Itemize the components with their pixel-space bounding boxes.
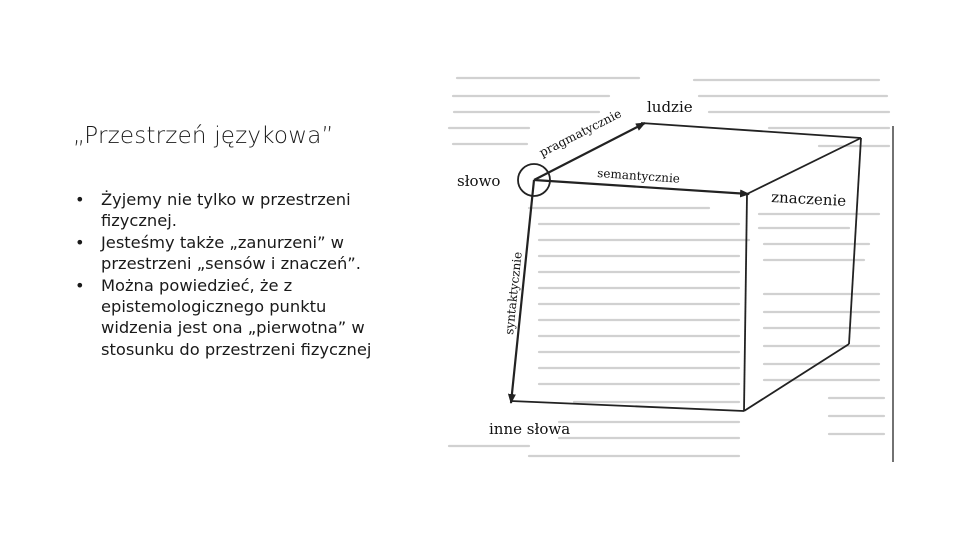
bullet-item [75,275,395,361]
cube-edge-front-right [744,194,747,411]
label-semantycznie: semantycznie [596,166,681,186]
slide-title: „Przestrzeń językowa” [73,123,334,149]
semiotic-cube-figure [409,66,896,462]
cube-edge-back-right [849,138,861,344]
bullet-icon: • [75,232,85,252]
label-syntaktycznie: syntaktycznie [502,251,525,336]
cube-edge-bottom-right [744,344,849,411]
bullet-text: Można powiedzieć, że z epistemologicznego punktu widzenia jest ona „pierwotna” w stosunku do przestrzeni fizycznej [101,275,372,359]
bullet-item [75,189,395,232]
label-znaczenie: znaczenie [770,188,847,210]
cube-edge-back-top [641,123,861,138]
label-slowo: słowo [457,172,501,190]
bullet-icon: • [75,275,85,295]
bullet-text: Jesteśmy także „zanurzeni” w przestrzeni „sensów i znaczeń”. [101,232,361,274]
label-pragmatycznie: pragmatycznie [537,106,624,160]
label-inne-slowa: inne słowa [489,420,571,438]
bullet-icon: • [75,190,85,209]
bullet-list [75,189,395,360]
label-ludzie: ludzie [647,98,693,116]
bullet-item [75,232,395,275]
bullet-text: Żyjemy nie tylko w przestrzeni fizycznej. [101,190,351,231]
cube-diagram [409,66,896,462]
cube-arrows [511,123,749,403]
cube-edge-top-right [747,138,861,194]
